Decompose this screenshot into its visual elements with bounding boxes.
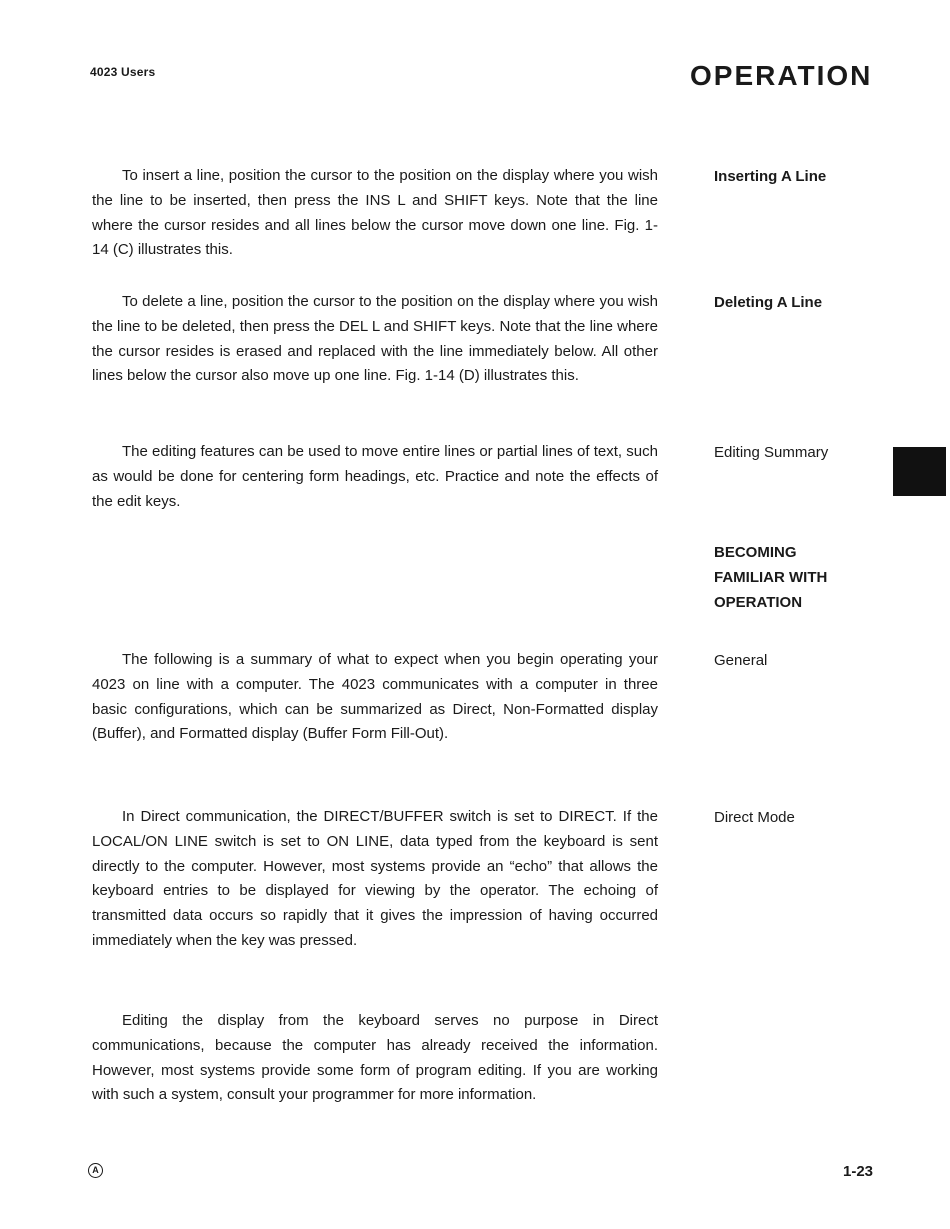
editing-summary-label: Editing Summary: [714, 444, 829, 461]
inserting-label: Inserting A Line: [714, 168, 827, 185]
section-tab-marker: [893, 447, 946, 496]
page-title: OPERATION: [690, 60, 873, 91]
general-label: General: [714, 652, 768, 669]
direct-mode-paragraph: In Direct communication, the DIRECT/BUFFER switch is set to DIRECT. If the LOCAL/ON LINE switch is set to ON LINE, data typed from the keyboard is sent directly to the computer. However, most systems provide an “echo” that allows the keyboard entries to be displayed for viewing by the operator. The echoing of transmitted data occurs so rapidly that it gives the impression of having occurred immediately when the key was pressed.: [92, 808, 658, 949]
general-paragraph: The following is a summary of what to expect when you begin operating your 4023 on line with a computer. The 4023 communicates with a computer in three basic configurations, which can be summarized as Direct, Non-Formatted display (Buffer), and Formatted display (Buffer Form Fill-Out).: [92, 651, 658, 743]
deleting-paragraph: To delete a line, position the cursor to the position on the display where you wish the line to be deleted, then press the DEL L and SHIFT keys. Note that the line where the cursor resides is erased and replaced with the line immediately below. All other lines below the cursor also move up one line. Fig. 1-14 (D) illustrates this.: [92, 293, 658, 385]
section-heading-line-3: OPERATION: [714, 593, 803, 611]
page-number: 1-23: [843, 1163, 874, 1180]
running-header-left: 4023 Users: [90, 65, 156, 79]
section-heading-line-2: FAMILIAR WITH: [714, 568, 828, 586]
editing-summary-paragraph: The editing features can be used to move entire lines or partial lines of text, such as would be done for centering form headings, etc. Practice and note the effects of the edit keys.: [92, 443, 658, 510]
direct-mode-paragraph-2: Editing the display from the keyboard serves no purpose in Direct communications, because the computer has already received the information. However, most systems provide some form of program editing. If you are working with such a system, consult your programmer for more information.: [92, 1012, 658, 1104]
deleting-label: Deleting A Line: [714, 294, 823, 311]
inserting-paragraph: To insert a line, position the cursor to the position on the display where you wish the line to be inserted, then press the INS L and SHIFT keys. Note that the line where the cursor resides and all lines below the cursor move down one line. Fig. 1-14 (C) illustrates this.: [92, 167, 658, 259]
section-heading-line-1: BECOMING: [714, 544, 797, 561]
footer-mark: A: [88, 1163, 103, 1178]
section-heading: [714, 541, 874, 615]
direct-mode-label: Direct Mode: [714, 809, 795, 826]
